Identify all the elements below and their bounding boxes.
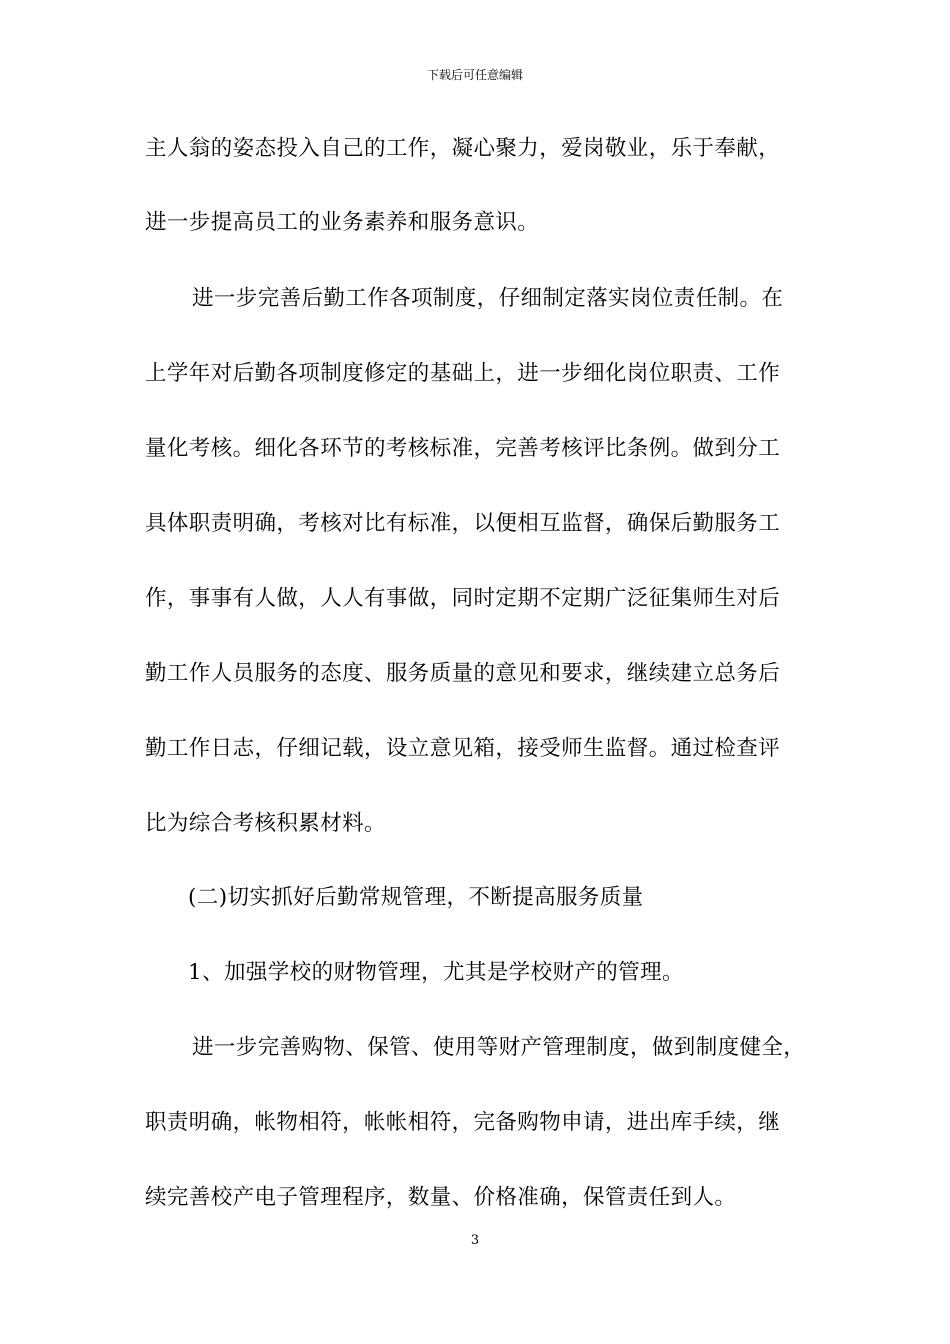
paragraph-line: 上学年对后勤各项制度修定的基础上，进一步细化岗位职责、工作	[145, 361, 781, 386]
paragraph-line: 进一步完善购物、保管、使用等财产管理制度，做到制度健全，	[192, 1035, 806, 1060]
paragraph-line: 具体职责明确，考核对比有标准，以便相互监督，确保后勤服务工	[145, 511, 781, 536]
paragraph-line: 续完善校产电子管理程序，数量、价格准确，保管责任到人。	[145, 1185, 737, 1210]
paragraph-line: 主人翁的姿态投入自己的工作，凝心聚力，爱岗敬业，乐于奉献，	[145, 136, 781, 161]
paragraph-line: 作，事事有人做，人人有事做，同时定期不定期广泛征集师生对后	[145, 586, 781, 611]
paragraph-line: 比为综合考核积累材料。	[145, 811, 386, 836]
section-heading: (二)切实抓好后勤常规管理，不断提高服务质量	[188, 885, 644, 910]
paragraph-line: 进一步提高员工的业务素养和服务意识。	[145, 210, 540, 235]
paragraph-line: 量化考核。细化各环节的考核标准，完善考核评比条例。做到分工	[145, 436, 781, 461]
paragraph-line: 进一步完善后勤工作各项制度，仔细制定落实岗位责任制。在	[192, 286, 784, 311]
page-header-note: 下载后可任意编辑	[426, 68, 523, 82]
paragraph-line: 职责明确，帐物相符，帐帐相符，完备购物申请，进出库手续，继	[145, 1110, 781, 1135]
subsection-heading: 1、加强学校的财物管理，尤其是学校财产的管理。	[188, 960, 684, 985]
paragraph-line: 勤工作日志，仔细记载，设立意见箱，接受师生监督。通过检查评	[145, 736, 781, 761]
page-number: 3	[470, 1233, 480, 1248]
paragraph-line: 勤工作人员服务的态度、服务质量的意见和要求，继续建立总务后	[145, 661, 781, 686]
